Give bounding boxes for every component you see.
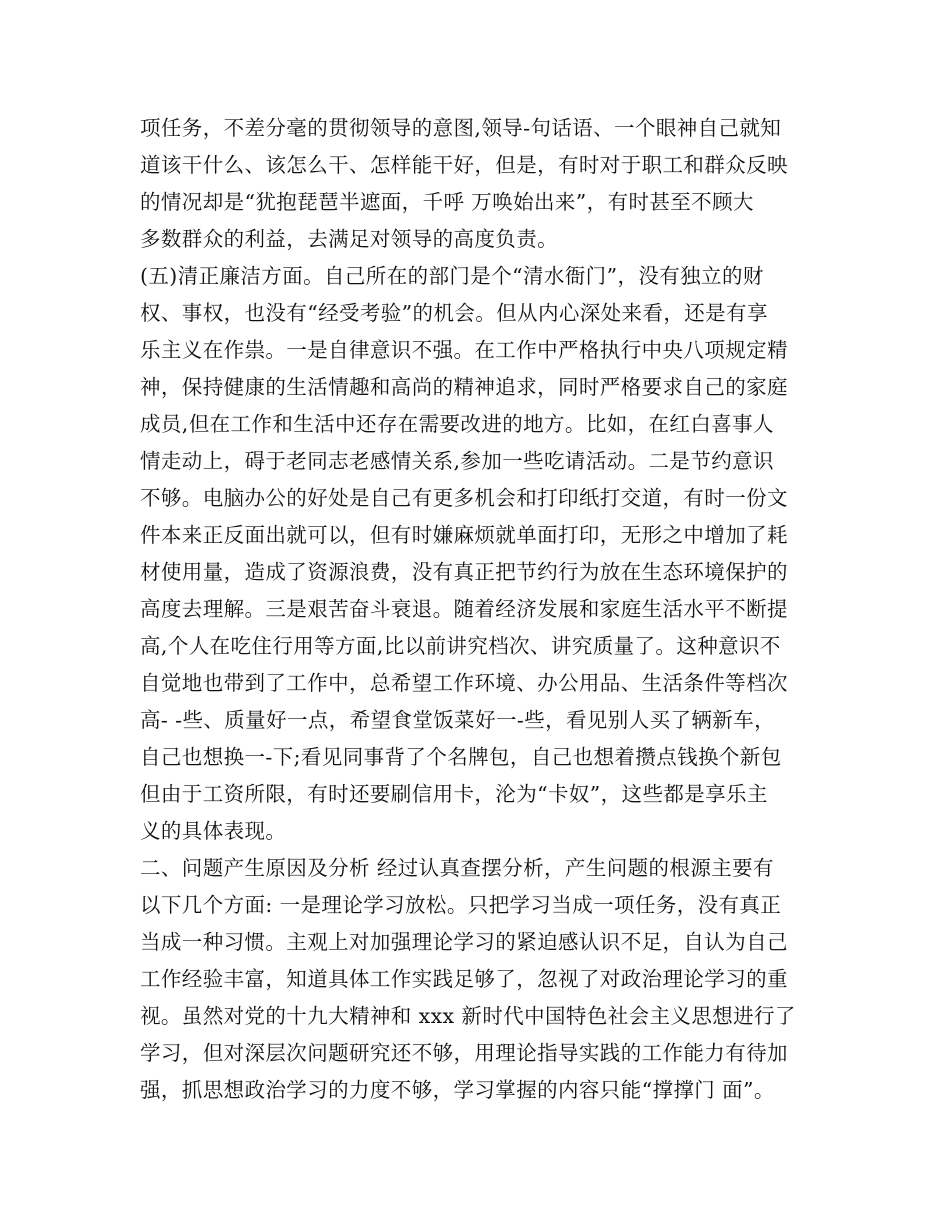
text-line: 高度去理解。三是艰苦奋斗衰退。随着经济发展和家庭生活水平不断提 xyxy=(140,597,788,621)
text-line: 道该干什么、该怎么干、怎样能干好，但是，有时对于职工和群众反映 xyxy=(140,153,788,177)
text-line: 项任务，不差分毫的贯彻领导的意图,领导-句话语、一个眼神自己就知 xyxy=(140,116,782,140)
text-line: (五)清正廉洁方面。自己所在的部门是个“清水衙门”，没有独立的财 xyxy=(140,264,764,288)
text-line: 强，抓思想政治学习的力度不够，学习掌握的内容只能“撑撑门 面”。 xyxy=(140,1078,775,1102)
text-line: 学习，但对深层次问题研究还不够，用理论指导实践的工作能力有待加 xyxy=(140,1041,788,1065)
text-line: 成员,但在工作和生活中还存在需要改进的地方。比如，在红白喜事人 xyxy=(140,412,774,436)
text-line: 当成一种习惯。主观上对加强理论学习的紧迫感认识不足，自认为自己 xyxy=(140,930,788,954)
text-line: 高- -些、质量好一点，希望食堂饭菜好一-些，看见别人买了辆新车， xyxy=(140,708,775,732)
text-line: 义的具体表现。 xyxy=(140,819,287,843)
text-line: 自觉地也带到了工作中，总希望工作环境、办公用品、生活条件等档次 xyxy=(140,671,788,695)
text-line: 神，保持健康的生活情趣和高尚的精神追求，同时严格要求自己的家庭 xyxy=(140,375,788,399)
text-line: 的情况却是“犹抱琵琶半遮面，千呼 万唤始出来”，有时甚至不顾大 xyxy=(140,190,754,214)
text-line: 工作经验丰富，知道具体工作实践足够了，忽视了对政治理论学习的重 xyxy=(140,967,788,991)
body-text xyxy=(140,110,840,1109)
text-line: 二、问题产生原因及分析 经过认真查摆分析，产生问题的根源主要有 xyxy=(140,856,774,880)
text-line: 多数群众的利益，去满足对领导的高度负责。 xyxy=(140,227,558,251)
text-line: 以下几个方面: 一是理论学习放松。只把学习当成一项任务，没有真正 xyxy=(140,893,782,917)
text-line: 材使用量，造成了资源浪费，没有真正把节约行为放在生态环境保护的 xyxy=(140,560,788,584)
text-line: 权、事权，也没有“经受考验”的机会。但从内心深处来看，还是有享 xyxy=(140,301,768,325)
text-line: 不够。电脑办公的好处是自己有更多机会和打印纸打交道，有时一份文 xyxy=(140,486,788,510)
text-line: 乐主义在作祟。一是自律意识不强。在工作中严格执行中央八项规定精 xyxy=(140,338,788,362)
text-line: 件本来正反面出就可以，但有时嫌麻烦就单面打印，无形之中增加了耗 xyxy=(140,523,788,547)
text-line: 高,个人在吃住行用等方面,比以前讲究档次、讲究质量了。这种意识不 xyxy=(140,634,781,658)
text-line: 视。虽然对党的十九大精神和 xxx 新时代中国特色社会主义思想进行了 xyxy=(140,1004,796,1028)
text-line: 情走动上，碍于老同志老感情关系,参加一些吃请活动。二是节约意识 xyxy=(140,449,774,473)
text-line: 自己也想换一-下;看见同事背了个名牌包，自己也想着攒点钱换个新包 xyxy=(140,745,782,769)
text-line: 但由于工资所限，有时还要刷信用卡，沦为“卡奴”，这些都是享乐主 xyxy=(140,782,768,806)
